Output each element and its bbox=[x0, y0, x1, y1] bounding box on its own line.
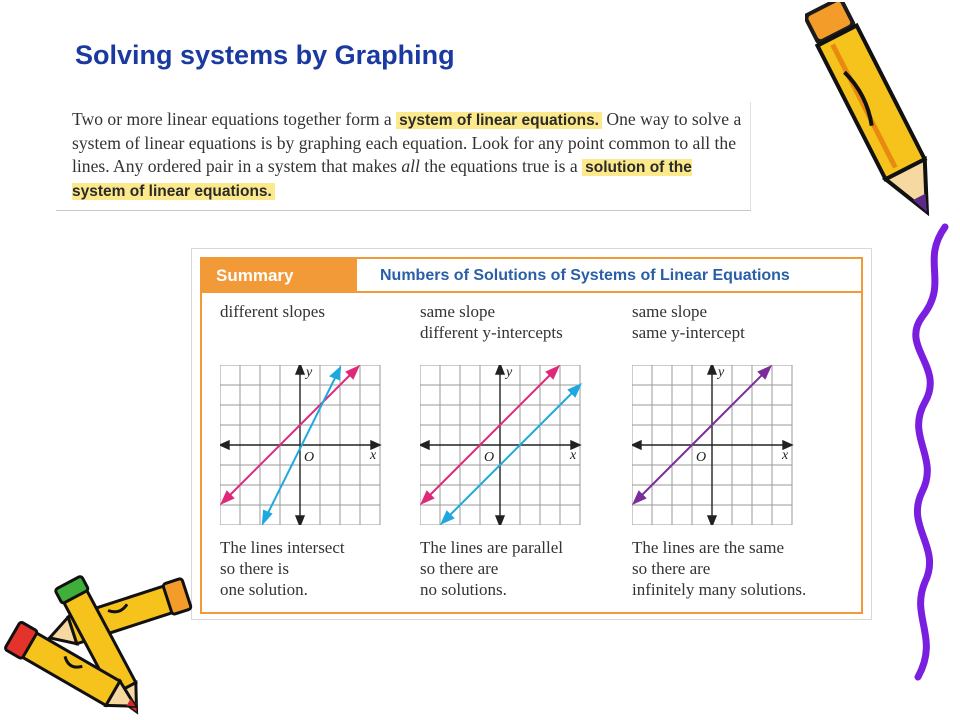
graph-axes bbox=[632, 365, 792, 525]
pencil-icon bbox=[805, 2, 950, 227]
graph-parallel-lines bbox=[420, 365, 590, 525]
line-pink bbox=[222, 367, 358, 503]
column-header-line2: different y-intercepts bbox=[420, 323, 563, 342]
definition-box bbox=[56, 102, 751, 211]
definition-part2: One way to solve a system of linear equations is by graphing each equation. Look for any point common to all the lines. Any ordered pair in a system that makes bbox=[72, 109, 742, 176]
origin-label: O bbox=[304, 450, 315, 465]
column-conclusion bbox=[632, 537, 857, 600]
column-header bbox=[220, 301, 425, 349]
line-pink bbox=[422, 367, 558, 503]
line-cyan bbox=[442, 385, 580, 523]
graph-axes bbox=[420, 365, 580, 525]
summary-column-same-line bbox=[632, 301, 857, 600]
y-axis-label: y bbox=[306, 365, 313, 380]
conclusion-line2: so there are bbox=[632, 559, 711, 578]
conclusion-line1: The lines intersect bbox=[220, 538, 345, 557]
column-header bbox=[420, 301, 625, 349]
conclusion-line3: no solutions. bbox=[420, 580, 507, 599]
graph-axes bbox=[220, 365, 380, 525]
conclusion-line3: infinitely many solutions. bbox=[632, 580, 807, 599]
column-header-line1: same slope bbox=[420, 302, 496, 321]
column-header-line1: same slope bbox=[632, 302, 708, 321]
summary-column-parallel bbox=[420, 301, 625, 600]
crossed-pencils-icon bbox=[0, 575, 200, 715]
column-header bbox=[632, 301, 857, 349]
conclusion-line1: The lines are parallel bbox=[420, 538, 564, 557]
summary-column-intersecting bbox=[220, 301, 425, 600]
column-header-line2: same y-intercept bbox=[632, 323, 745, 342]
y-axis-label: y bbox=[506, 365, 513, 380]
x-axis-label: x bbox=[570, 448, 577, 463]
conclusion-line3: one solution. bbox=[220, 580, 308, 599]
column-header-line1: different slopes bbox=[220, 302, 325, 321]
graph-same-line bbox=[632, 365, 802, 525]
page-title: Solving systems by Graphing bbox=[75, 40, 455, 70]
x-axis-label: x bbox=[370, 448, 377, 463]
graph-intersecting-lines bbox=[220, 365, 390, 525]
definition-part1: Two or more linear equations together form a bbox=[72, 109, 397, 129]
origin-label: O bbox=[484, 450, 495, 465]
x-axis-label: x bbox=[782, 448, 789, 463]
column-conclusion bbox=[420, 537, 625, 600]
conclusion-line2: so there is bbox=[220, 559, 289, 578]
term-solution-of-system: solution of the system of linear equations. bbox=[72, 159, 692, 200]
origin-label: O bbox=[696, 450, 707, 465]
column-conclusion bbox=[220, 537, 425, 600]
conclusion-line2: so there are bbox=[420, 559, 499, 578]
conclusion-line1: The lines are the same bbox=[632, 538, 784, 557]
y-axis-label: y bbox=[718, 365, 725, 380]
summary-tab: Summary bbox=[202, 259, 357, 293]
squiggle-decoration bbox=[900, 222, 960, 682]
definition-text bbox=[72, 108, 742, 203]
definition-emphasis: all bbox=[401, 156, 420, 176]
summary-heading: Numbers of Solutions of Systems of Linear Equations bbox=[380, 267, 790, 284]
summary-figure bbox=[191, 248, 872, 620]
term-system-of-linear-equations: system of linear equations. bbox=[396, 112, 602, 129]
summary-frame bbox=[200, 257, 863, 614]
definition-part3: the equations true is a bbox=[419, 156, 583, 176]
line-purple bbox=[634, 367, 770, 503]
